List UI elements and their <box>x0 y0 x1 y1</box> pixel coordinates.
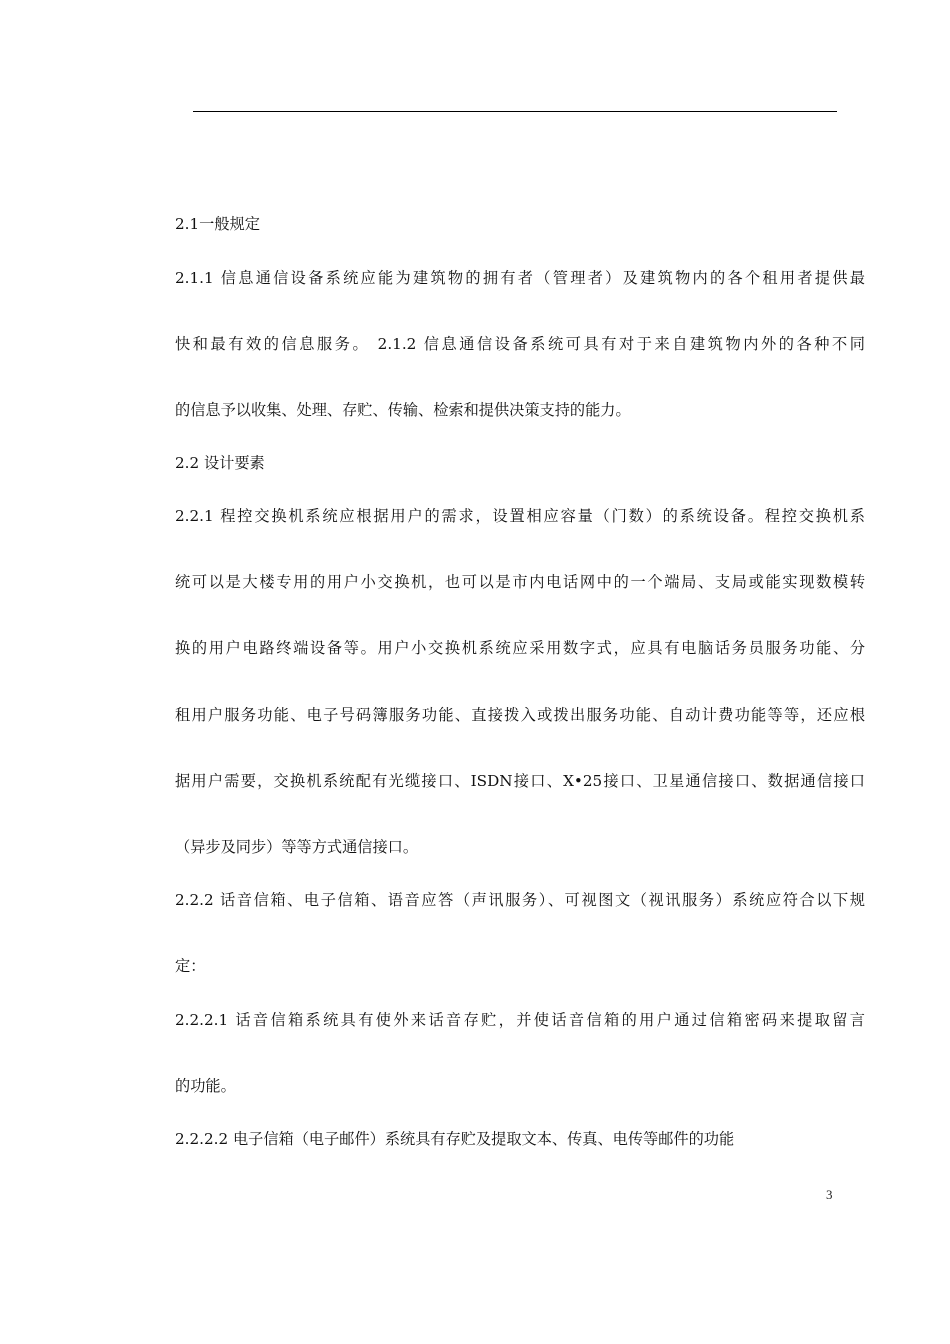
paragraph-line: 2.2.1 程控交换机系统应根据用户的需求，设置相应容量（门数）的系统设备。程控交换机系 <box>175 507 865 525</box>
heading-2-1: 2.1一般规定 <box>175 215 260 233</box>
paragraph-line: 租用户服务功能、电子号码簿服务功能、直接拨入或拨出服务功能、自动计费功能等等，还应根 <box>175 706 865 724</box>
paragraph-line: 换的用户电路终端设备等。用户小交换机系统应采用数字式，应具有电脑话务员服务功能、分 <box>175 639 865 657</box>
paragraph-line: 2.1.1 信息通信设备系统应能为建筑物的拥有者（管理者）及建筑物内的各个租用者提供最 <box>175 269 865 287</box>
header-rule <box>193 111 837 112</box>
paragraph-line: （异步及同步）等等方式通信接口。 <box>175 838 418 856</box>
paragraph-line: 的信息予以收集、处理、存贮、传输、检索和提供决策支持的能力。 <box>175 401 631 419</box>
paragraph-line: 2.2.2.1 话音信箱系统具有使外来话音存贮，并使话音信箱的用户通过信箱密码来提取留言 <box>175 1011 865 1029</box>
page-number: 3 <box>826 1187 833 1202</box>
paragraph-line: 统可以是大楼专用的用户小交换机，也可以是市内电话网中的一个端局、支局或能实现数模转 <box>175 573 865 591</box>
paragraph-line: 2.2.2.2 电子信箱（电子邮件）系统具有存贮及提取文本、传真、电传等邮件的功能 <box>175 1130 735 1148</box>
paragraph-line: 快和最有效的信息服务。 2.1.2 信息通信设备系统可具有对于来自建筑物内外的各种不同 <box>175 335 865 353</box>
paragraph-line: 2.2.2 话音信箱、电子信箱、语音应答（声讯服务）、可视图文（视讯服务）系统应符合以下规 <box>175 891 865 909</box>
paragraph-line: 据用户需要，交换机系统配有光缆接口、ISDN接口、X•25接口、卫星通信接口、数据通信接口 <box>175 772 865 790</box>
paragraph-line: 定： <box>175 957 206 975</box>
paragraph-line: 的功能。 <box>175 1077 236 1095</box>
heading-2-2: 2.2 设计要素 <box>175 454 265 472</box>
